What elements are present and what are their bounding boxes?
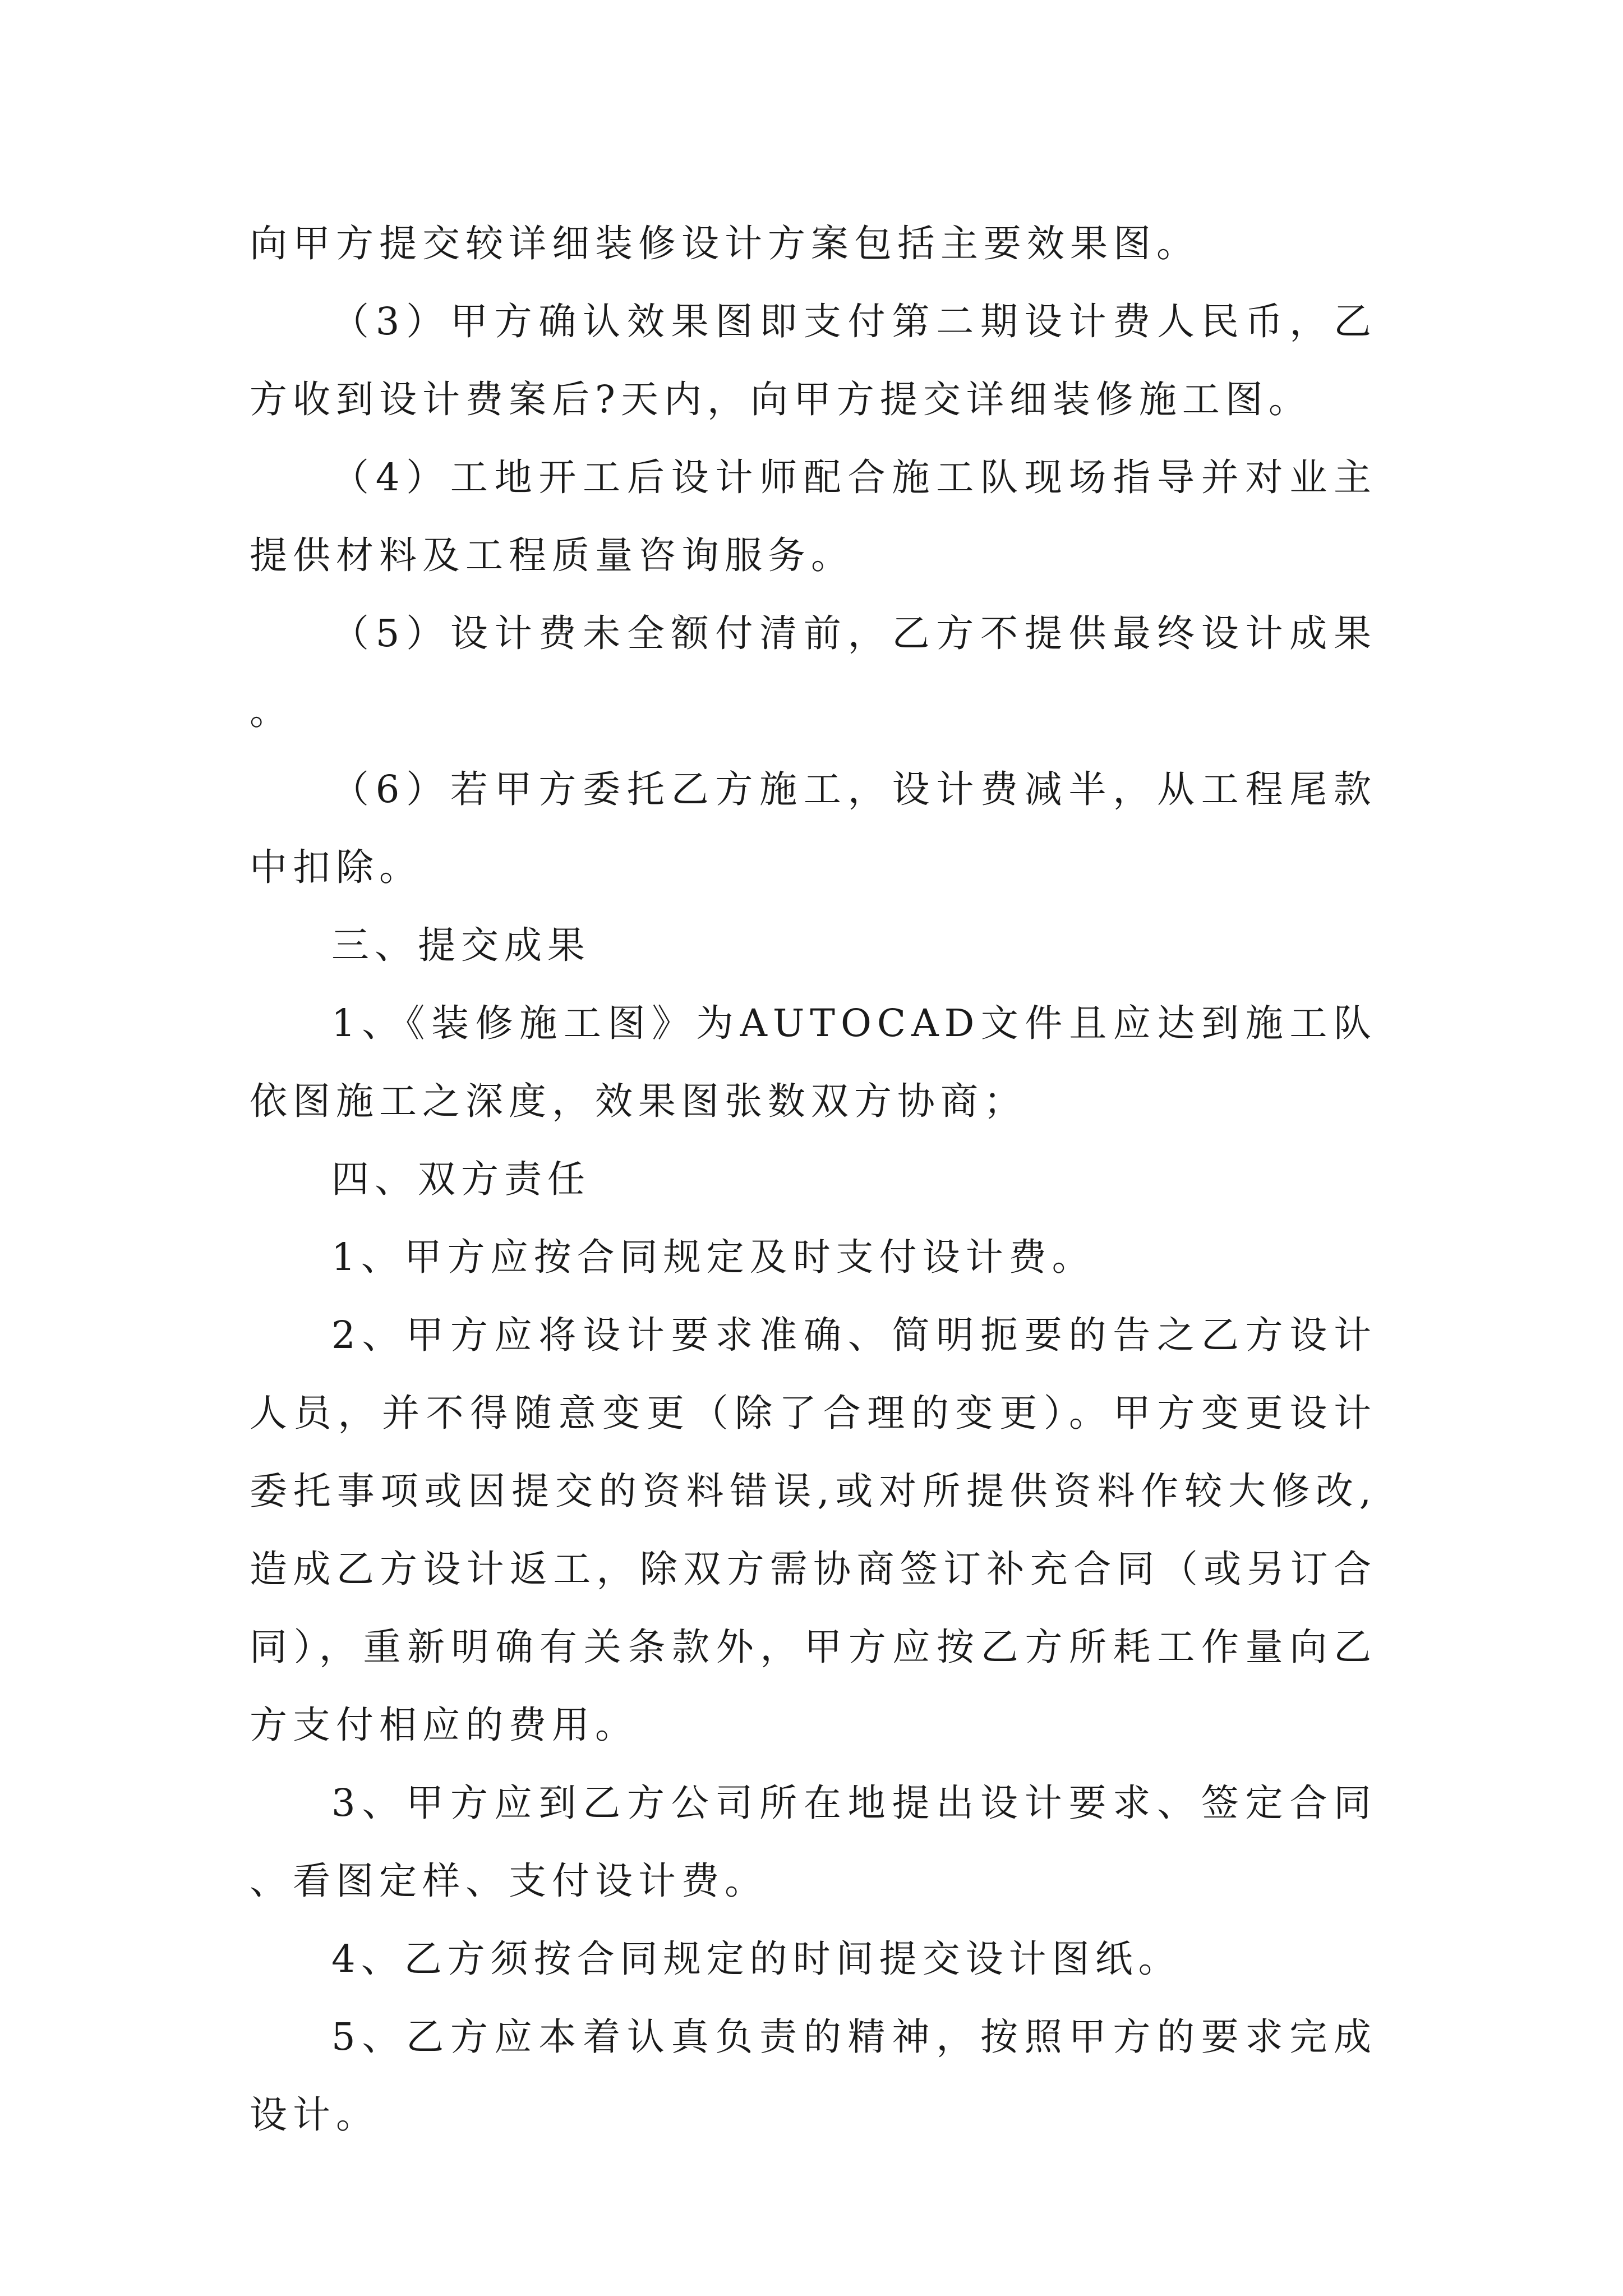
paragraph-responsibility-3: 3、甲方应到乙方公司所在地提出设计要求、签定合同、看图定样、支付设计费。 <box>250 1781 1377 1903</box>
paragraph-deliverables-1: 1、《装修施工图》为AUTOCAD文件且应达到施工队依图施工之深度，效果图张数双方协商； <box>250 1001 1377 1123</box>
paragraph-responsibility-4: 4、乙方须按合同规定的时间提交设计图纸。 <box>331 1937 1182 1981</box>
section-heading-responsibilities: 四、双方责任 <box>331 1157 591 1201</box>
document-body <box>250 205 1377 2154</box>
paragraph-continuation: 向甲方提交较详细装修设计方案包括主要效果图。 <box>250 222 1200 265</box>
paragraph-item-3: （3）甲方确认效果图即支付第二期设计费人民币，乙方收到设计费案后?天内，向甲方提交详细装修施工图。 <box>250 300 1377 421</box>
paragraph-responsibility-5: 5、乙方应本着认真负责的精神，按照甲方的要求完成设计。 <box>250 2015 1377 2137</box>
paragraph-responsibility-2: 2、甲方应将设计要求准确、简明扼要的告之乙方设计人员，并不得随意变更（除了合理的变更）。甲方变更设计委托事项或因提交的资料错误,或对所提供资料作较大修改,造成乙方设计返工，除双方需协商签订补充合同（或另订合同），重新明确有关条款外，甲方应按乙方所耗工作量向乙方支付相应的费用。 <box>250 1313 1377 1747</box>
section-heading-deliverables: 三、提交成果 <box>331 923 591 967</box>
paragraph-responsibility-1: 1、甲方应按合同规定及时支付设计费。 <box>331 1235 1095 1279</box>
paragraph-item-4: （4）工地开工后设计师配合施工队现场指导并对业主提供材料及工程质量咨询服务。 <box>250 455 1377 577</box>
paragraph-item-6: （6）若甲方委托乙方施工，设计费减半，从工程尾款中扣除。 <box>250 767 1377 889</box>
paragraph-item-5: （5）设计费未全额付清前，乙方不提供最终设计成果。 <box>250 611 1377 733</box>
